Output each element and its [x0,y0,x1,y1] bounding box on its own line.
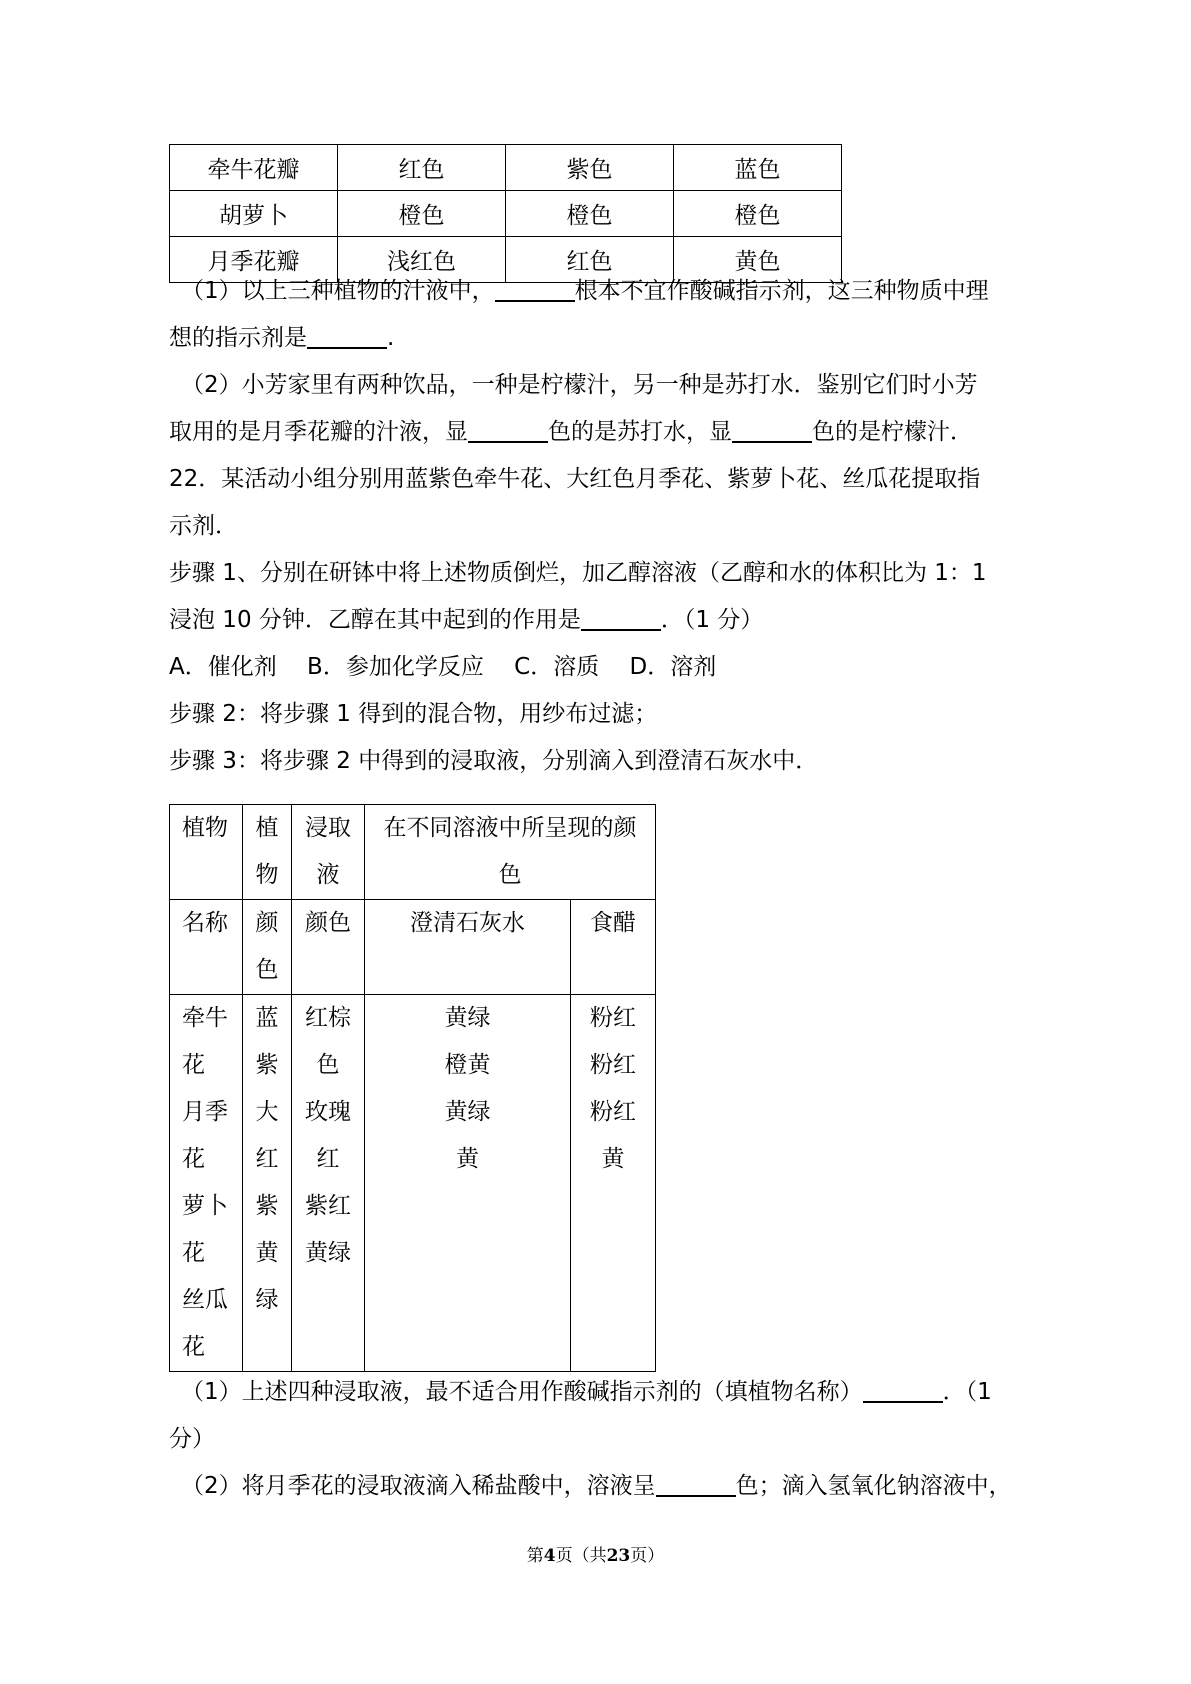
cell-line: 粉红 [590,1052,636,1078]
answer-blank[interactable] [307,323,387,349]
cell-line: 花 [182,1146,205,1172]
table-row [170,145,842,191]
cell-line: 色 [498,862,522,888]
step1-line1: 步骤 1、分别在研钵中将上述物质倒烂，加乙醇溶液（乙醇和水的体积比为 1：1 [169,560,987,586]
cell-line: 牵牛 [182,1005,228,1031]
table-cell: 黄色 [674,237,842,283]
answer-blank[interactable] [468,417,548,443]
cell-line: 花 [182,1334,205,1360]
cell-line: 名称 [182,910,228,936]
q22-part1-line1: （1）上述四种浸取液，最不适合用作酸碱指示剂的（填植物名称） ．（1 [181,1379,992,1405]
limewater-colors [365,995,571,1372]
header-color [243,900,292,995]
indicator-color-table [169,144,842,283]
header-vinegar [571,900,656,995]
cell-line: 紫红 [305,1193,351,1219]
cell-line: 粉红 [590,1005,636,1031]
answer-blank[interactable] [656,1471,736,1497]
cell-line: 红棕 [305,1005,351,1031]
answer-blank[interactable] [495,276,575,302]
cell-line: 玫瑰 [305,1099,351,1125]
q22-intro-line1: 22．某活动小组分别用蓝紫色牵牛花、大红色月季花、紫萝卜花、丝瓜花提取指 [169,466,981,492]
vinegar-colors [571,995,656,1372]
header-extract-color [292,900,365,995]
header-extract [292,805,365,900]
cell-line: 黄绿 [444,1005,491,1031]
table-cell: 橙色 [338,191,506,237]
table-cell: 橙色 [506,191,674,237]
table-cell: 牵牛花瓣 [170,145,338,191]
q21-line3: （2）小芳家里有两种饮品，一种是柠檬汁，另一种是苏打水．鉴别它们时小芳 [181,372,978,398]
cell-line: 色 [255,957,279,983]
cell-line: 澄清石灰水 [410,910,525,936]
cell-line: 萝卜 [182,1193,228,1219]
cell-line: 植 [255,815,279,841]
cell-line: 橙黄 [444,1052,491,1078]
header-color-in-solutions [365,805,656,900]
cell-line: 花 [182,1240,205,1266]
cell-line: 大 [255,1099,279,1125]
answer-blank[interactable] [581,605,661,631]
page-number: 4 [543,1546,556,1566]
step3-line: 步骤 3：将步骤 2 中得到的浸取液，分别滴入到澄清石灰水中． [169,748,819,774]
table-cell: 蓝色 [674,145,842,191]
cell-line: 液 [316,862,340,888]
cell-line: 丝瓜 [182,1287,228,1313]
cell-line: 红 [316,1146,340,1172]
q22-part1-line2: 分） [169,1426,215,1452]
table-cell: 紫色 [506,145,674,191]
q21-line2: 想的指示剂是 . [169,325,395,351]
cell-line: 花 [182,1052,205,1078]
extract-color-table [169,804,656,1372]
table-cell: 浅红色 [338,237,506,283]
cell-line: 黄 [601,1146,625,1172]
cell-line: 黄绿 [444,1099,491,1125]
answer-blank[interactable] [732,417,812,443]
plant-colors [243,995,292,1372]
table-cell: 红色 [506,237,674,283]
q22-intro-line2: 示剂． [169,513,238,539]
header-plant-color [243,805,292,900]
answer-blank[interactable] [863,1377,943,1403]
cell-line: 食醋 [590,910,636,936]
question-21-parts [169,268,1021,785]
step2-line: 步骤 2：将步骤 1 得到的混合物，用纱布过滤； [169,701,658,727]
cell-line: 植物 [182,815,228,841]
cell-line: 浸取 [305,815,351,841]
cell-line: 色 [316,1052,340,1078]
cell-line: 在不同溶液中所呈现的颜 [383,815,637,841]
extract-colors [292,995,365,1372]
table-cell: 橙色 [674,191,842,237]
q21-line4: 取用的是月季花瓣的汁液，显 色的是苏打水，显 色的是柠檬汁． [169,419,973,445]
cell-line: 月季 [182,1099,228,1125]
table-cell: 月季花瓣 [170,237,338,283]
cell-line: 颜色 [305,910,351,936]
page-total: 23 [606,1546,631,1566]
cell-line: 黄 [456,1146,479,1172]
table-row [170,191,842,237]
cell-line: 黄 [255,1240,279,1266]
step1-line2: 浸泡 10 分钟．乙醇在其中起到的作用是 ．（1 分） [169,607,764,633]
q22-part2-line1: （2）将月季花的浸取液滴入稀盐酸中，溶液呈 色；滴入氢氧化钠溶液中， [181,1473,1012,1499]
q21-line1: （1）以上三种植物的汁液中， 根本不宜作酸碱指示剂，这三种物质中理 [181,278,989,304]
cell-line: 红 [255,1146,279,1172]
cell-line: 绿 [255,1287,279,1313]
options-line: A．催化剂 B．参加化学反应 C．溶质 D．溶剂 [169,654,717,680]
cell-line: 颜 [255,910,279,936]
cell-line: 紫 [255,1052,279,1078]
plant-names [170,995,243,1372]
page-footer: 第4页（共23页） [526,1546,665,1566]
table-cell: 红色 [338,145,506,191]
cell-line: 蓝 [255,1005,279,1031]
cell-line: 物 [255,862,279,888]
header-name [170,900,243,995]
cell-line: 粉红 [590,1099,636,1125]
cell-line: 黄绿 [305,1240,351,1266]
question-22-parts [169,1369,1021,1510]
header-limewater [365,900,571,995]
table-cell: 胡萝卜 [170,191,338,237]
header-plant [170,805,243,900]
cell-line: 紫 [255,1193,279,1219]
